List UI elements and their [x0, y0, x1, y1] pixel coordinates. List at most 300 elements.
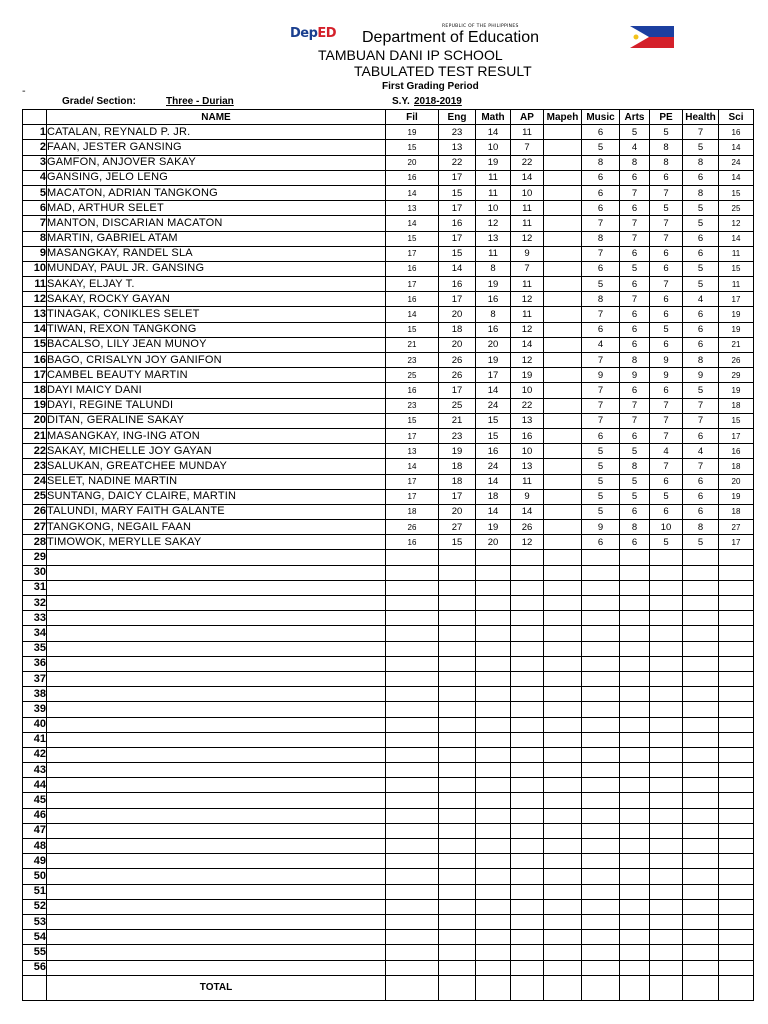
score-arts: 7	[620, 398, 650, 413]
score-math: 12	[476, 216, 511, 231]
student-name	[47, 687, 386, 702]
score-health	[683, 550, 719, 565]
column-header-index	[23, 110, 47, 125]
score-mapeh	[544, 611, 582, 626]
score-sci: 15	[719, 261, 754, 276]
score-health: 8	[683, 353, 719, 368]
score-mapeh	[544, 580, 582, 595]
score-fil: 15	[386, 231, 439, 246]
score-pe: 5	[650, 125, 683, 140]
score-sci: 16	[719, 125, 754, 140]
score-health: 8	[683, 520, 719, 535]
student-name	[47, 763, 386, 778]
row-number: 43	[23, 763, 47, 778]
score-arts	[620, 550, 650, 565]
total-pe	[650, 975, 683, 1000]
score-eng: 27	[439, 520, 476, 535]
score-fil: 17	[386, 474, 439, 489]
total-ap	[511, 975, 544, 1000]
score-music: 6	[582, 535, 620, 550]
score-math	[476, 671, 511, 686]
score-music: 7	[582, 383, 620, 398]
score-eng	[439, 793, 476, 808]
score-mapeh	[544, 216, 582, 231]
score-ap: 11	[511, 307, 544, 322]
score-pe: 7	[650, 398, 683, 413]
score-ap: 13	[511, 459, 544, 474]
row-number: 8	[23, 231, 47, 246]
total-health	[683, 975, 719, 1000]
score-math: 10	[476, 140, 511, 155]
score-math: 19	[476, 520, 511, 535]
total-index-cell	[23, 975, 47, 1000]
score-arts	[620, 854, 650, 869]
score-math	[476, 611, 511, 626]
student-name: SUNTANG, DAICY CLAIRE, MARTIN	[47, 489, 386, 504]
row-number: 53	[23, 914, 47, 929]
score-fil	[386, 671, 439, 686]
score-sci: 14	[719, 170, 754, 185]
score-music	[582, 808, 620, 823]
row-number: 23	[23, 459, 47, 474]
score-math	[476, 960, 511, 975]
score-fil	[386, 626, 439, 641]
score-math	[476, 808, 511, 823]
score-eng: 18	[439, 459, 476, 474]
score-fil: 21	[386, 337, 439, 352]
score-fil: 16	[386, 383, 439, 398]
score-ap	[511, 778, 544, 793]
row-number: 4	[23, 170, 47, 185]
score-eng: 17	[439, 489, 476, 504]
table-row	[23, 899, 754, 914]
score-health	[683, 914, 719, 929]
score-mapeh	[544, 337, 582, 352]
score-pe: 6	[650, 292, 683, 307]
row-number: 28	[23, 535, 47, 550]
score-music	[582, 687, 620, 702]
score-sci: 26	[719, 353, 754, 368]
student-name: MASANGKAY, ING-ING ATON	[47, 428, 386, 443]
student-name: SAKAY, ROCKY GAYAN	[47, 292, 386, 307]
score-sci	[719, 611, 754, 626]
score-health	[683, 671, 719, 686]
score-ap	[511, 565, 544, 580]
score-health	[683, 960, 719, 975]
table-row	[23, 398, 754, 413]
row-number: 45	[23, 793, 47, 808]
score-sci	[719, 565, 754, 580]
score-fil: 14	[386, 185, 439, 200]
score-sci: 15	[719, 185, 754, 200]
score-sci	[719, 945, 754, 960]
score-mapeh	[544, 793, 582, 808]
student-name: GANSING, JELO LENG	[47, 170, 386, 185]
score-math: 15	[476, 413, 511, 428]
score-health: 7	[683, 398, 719, 413]
score-arts	[620, 839, 650, 854]
score-eng: 15	[439, 246, 476, 261]
score-eng: 13	[439, 140, 476, 155]
score-math: 16	[476, 322, 511, 337]
score-eng	[439, 671, 476, 686]
score-mapeh	[544, 656, 582, 671]
table-row	[23, 687, 754, 702]
table-row	[23, 337, 754, 352]
score-ap	[511, 869, 544, 884]
table-row	[23, 884, 754, 899]
score-music	[582, 732, 620, 747]
score-fil	[386, 580, 439, 595]
score-fil	[386, 793, 439, 808]
score-health	[683, 763, 719, 778]
row-number: 12	[23, 292, 47, 307]
school-name: TAMBUAN DANI IP SCHOOL	[318, 47, 503, 63]
score-mapeh	[544, 747, 582, 762]
score-sci	[719, 596, 754, 611]
score-math	[476, 899, 511, 914]
student-name: CAMBEL BEAUTY MARTIN	[47, 368, 386, 383]
score-pe: 7	[650, 216, 683, 231]
score-health	[683, 641, 719, 656]
score-health: 5	[683, 535, 719, 550]
score-pe: 9	[650, 353, 683, 368]
score-fil: 23	[386, 353, 439, 368]
score-ap: 11	[511, 277, 544, 292]
score-math: 16	[476, 292, 511, 307]
score-math: 16	[476, 444, 511, 459]
score-pe	[650, 930, 683, 945]
score-math	[476, 550, 511, 565]
score-health: 6	[683, 231, 719, 246]
student-name	[47, 914, 386, 929]
table-row	[23, 869, 754, 884]
score-fil	[386, 960, 439, 975]
score-math	[476, 778, 511, 793]
score-pe	[650, 793, 683, 808]
total-math	[476, 975, 511, 1000]
score-arts: 8	[620, 520, 650, 535]
table-row	[23, 793, 754, 808]
score-fil: 23	[386, 398, 439, 413]
score-pe: 8	[650, 140, 683, 155]
score-sci: 19	[719, 322, 754, 337]
score-ap	[511, 960, 544, 975]
score-pe	[650, 854, 683, 869]
score-math	[476, 869, 511, 884]
table-row	[23, 261, 754, 276]
score-ap	[511, 839, 544, 854]
score-ap: 19	[511, 368, 544, 383]
score-pe: 7	[650, 459, 683, 474]
score-arts: 5	[620, 444, 650, 459]
score-pe: 8	[650, 155, 683, 170]
row-number: 36	[23, 656, 47, 671]
student-name: MARTIN, GABRIEL ATAM	[47, 231, 386, 246]
row-number: 13	[23, 307, 47, 322]
score-fil: 15	[386, 413, 439, 428]
score-fil	[386, 778, 439, 793]
score-pe	[650, 778, 683, 793]
score-arts	[620, 596, 650, 611]
score-sci	[719, 702, 754, 717]
score-pe: 7	[650, 231, 683, 246]
score-pe	[650, 611, 683, 626]
table-row	[23, 565, 754, 580]
score-mapeh	[544, 368, 582, 383]
score-pe	[650, 596, 683, 611]
score-mapeh	[544, 763, 582, 778]
score-health: 7	[683, 413, 719, 428]
student-name: BAGO, CRISALYN JOY GANIFON	[47, 353, 386, 368]
score-health	[683, 717, 719, 732]
score-arts: 6	[620, 504, 650, 519]
score-health: 6	[683, 307, 719, 322]
student-name: FAAN, JESTER GANSING	[47, 140, 386, 155]
score-mapeh	[544, 823, 582, 838]
student-name	[47, 823, 386, 838]
score-arts	[620, 732, 650, 747]
score-sci	[719, 550, 754, 565]
score-mapeh	[544, 854, 582, 869]
score-music: 8	[582, 231, 620, 246]
score-fil	[386, 884, 439, 899]
score-ap: 14	[511, 504, 544, 519]
score-math	[476, 763, 511, 778]
score-health: 6	[683, 428, 719, 443]
student-name: DITAN, GERALINE SAKAY	[47, 413, 386, 428]
score-music: 9	[582, 520, 620, 535]
column-header-pe: PE	[650, 110, 683, 125]
score-arts: 8	[620, 459, 650, 474]
score-ap: 11	[511, 125, 544, 140]
score-sci: 11	[719, 246, 754, 261]
table-row	[23, 914, 754, 929]
student-name: GAMFON, ANJOVER SAKAY	[47, 155, 386, 170]
score-mapeh	[544, 398, 582, 413]
table-row	[23, 155, 754, 170]
score-ap: 16	[511, 428, 544, 443]
score-fil	[386, 732, 439, 747]
score-sci	[719, 656, 754, 671]
score-sci: 20	[719, 474, 754, 489]
row-number: 41	[23, 732, 47, 747]
score-math: 18	[476, 489, 511, 504]
score-ap	[511, 550, 544, 565]
score-music: 6	[582, 185, 620, 200]
score-mapeh	[544, 292, 582, 307]
score-health	[683, 747, 719, 762]
score-sci	[719, 808, 754, 823]
score-mapeh	[544, 413, 582, 428]
score-eng: 17	[439, 231, 476, 246]
score-arts: 6	[620, 383, 650, 398]
score-math: 24	[476, 459, 511, 474]
table-row	[23, 671, 754, 686]
score-mapeh	[544, 914, 582, 929]
score-math	[476, 717, 511, 732]
table-row	[23, 550, 754, 565]
table-row	[23, 580, 754, 595]
score-sci: 17	[719, 535, 754, 550]
score-arts	[620, 671, 650, 686]
student-name	[47, 945, 386, 960]
table-row	[23, 383, 754, 398]
score-music: 9	[582, 368, 620, 383]
row-number: 29	[23, 550, 47, 565]
score-music: 5	[582, 504, 620, 519]
score-arts	[620, 930, 650, 945]
score-pe	[650, 671, 683, 686]
row-number: 44	[23, 778, 47, 793]
score-ap: 14	[511, 337, 544, 352]
score-fil: 14	[386, 307, 439, 322]
row-number: 26	[23, 504, 47, 519]
score-arts: 7	[620, 413, 650, 428]
table-row	[23, 641, 754, 656]
score-sci: 18	[719, 398, 754, 413]
student-name	[47, 565, 386, 580]
score-fil	[386, 899, 439, 914]
score-pe	[650, 808, 683, 823]
score-health: 4	[683, 292, 719, 307]
score-arts	[620, 793, 650, 808]
score-sci	[719, 884, 754, 899]
score-arts: 5	[620, 261, 650, 276]
score-math	[476, 596, 511, 611]
score-music	[582, 854, 620, 869]
score-pe: 7	[650, 185, 683, 200]
student-name	[47, 717, 386, 732]
score-arts: 6	[620, 337, 650, 352]
student-name	[47, 671, 386, 686]
score-mapeh	[544, 201, 582, 216]
student-name: MACATON, ADRIAN TANGKONG	[47, 185, 386, 200]
score-ap	[511, 884, 544, 899]
score-health: 6	[683, 504, 719, 519]
score-health	[683, 565, 719, 580]
row-number: 7	[23, 216, 47, 231]
score-mapeh	[544, 945, 582, 960]
row-number: 49	[23, 854, 47, 869]
score-music	[582, 793, 620, 808]
score-sci	[719, 914, 754, 929]
total-label: TOTAL	[47, 975, 386, 1000]
score-music: 5	[582, 474, 620, 489]
score-eng	[439, 808, 476, 823]
score-music: 6	[582, 322, 620, 337]
score-ap: 10	[511, 444, 544, 459]
student-name: SELET, NADINE MARTIN	[47, 474, 386, 489]
column-header-arts: Arts	[620, 110, 650, 125]
score-pe	[650, 732, 683, 747]
score-sci	[719, 839, 754, 854]
score-ap: 11	[511, 216, 544, 231]
score-ap	[511, 899, 544, 914]
score-ap	[511, 793, 544, 808]
score-pe	[650, 763, 683, 778]
score-mapeh	[544, 596, 582, 611]
score-ap: 14	[511, 170, 544, 185]
score-music: 8	[582, 292, 620, 307]
row-number: 18	[23, 383, 47, 398]
table-row	[23, 656, 754, 671]
score-arts	[620, 899, 650, 914]
score-sci	[719, 763, 754, 778]
score-sci	[719, 732, 754, 747]
score-ap: 11	[511, 201, 544, 216]
score-eng	[439, 626, 476, 641]
score-health	[683, 793, 719, 808]
score-health	[683, 930, 719, 945]
score-music	[582, 671, 620, 686]
score-music: 7	[582, 246, 620, 261]
score-arts: 9	[620, 368, 650, 383]
student-name: CATALAN, REYNALD P. JR.	[47, 125, 386, 140]
deped-logo: DepED	[290, 26, 337, 41]
score-fil	[386, 823, 439, 838]
score-eng: 20	[439, 504, 476, 519]
score-ap	[511, 763, 544, 778]
score-sci: 12	[719, 216, 754, 231]
row-number: 55	[23, 945, 47, 960]
score-music: 5	[582, 444, 620, 459]
row-number: 21	[23, 428, 47, 443]
row-number: 47	[23, 823, 47, 838]
score-eng: 17	[439, 292, 476, 307]
score-mapeh	[544, 504, 582, 519]
score-pe	[650, 550, 683, 565]
student-name	[47, 808, 386, 823]
table-row	[23, 170, 754, 185]
score-music	[582, 839, 620, 854]
score-ap	[511, 945, 544, 960]
table-row	[23, 125, 754, 140]
score-fil: 17	[386, 246, 439, 261]
score-music	[582, 580, 620, 595]
row-number: 33	[23, 611, 47, 626]
score-mapeh	[544, 565, 582, 580]
score-health: 6	[683, 474, 719, 489]
table-row	[23, 626, 754, 641]
score-music	[582, 626, 620, 641]
table-row	[23, 520, 754, 535]
score-math	[476, 823, 511, 838]
score-arts	[620, 778, 650, 793]
score-pe	[650, 960, 683, 975]
score-fil: 19	[386, 125, 439, 140]
score-eng: 16	[439, 216, 476, 231]
score-sci	[719, 793, 754, 808]
score-sci: 21	[719, 337, 754, 352]
score-fil	[386, 763, 439, 778]
republic-caption: REPUBLIC OF THE PHILIPPINES	[442, 24, 519, 29]
score-ap: 12	[511, 353, 544, 368]
score-ap: 10	[511, 383, 544, 398]
score-pe	[650, 899, 683, 914]
score-mapeh	[544, 839, 582, 854]
score-math: 14	[476, 125, 511, 140]
student-name: TIWAN, REXON TANGKONG	[47, 322, 386, 337]
row-number: 6	[23, 201, 47, 216]
score-music	[582, 823, 620, 838]
score-math	[476, 747, 511, 762]
score-eng: 21	[439, 413, 476, 428]
table-row	[23, 823, 754, 838]
score-math	[476, 839, 511, 854]
score-fil	[386, 914, 439, 929]
score-fil: 17	[386, 277, 439, 292]
